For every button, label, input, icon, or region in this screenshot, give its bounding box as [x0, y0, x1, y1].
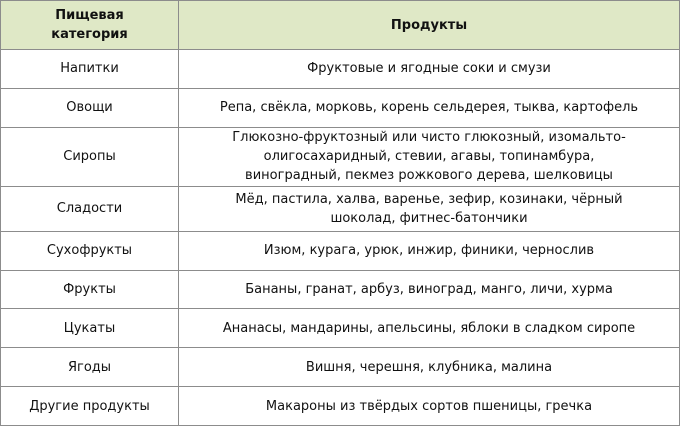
- category-cell: Фрукты: [1, 270, 179, 309]
- table-row: [1, 231, 680, 270]
- table-row: [1, 270, 680, 309]
- category-cell: Напитки: [1, 50, 179, 89]
- products-line: Глюкозно-фруктозный или чисто глюкозный, изомальто-: [232, 130, 626, 146]
- products-cell: [179, 231, 680, 270]
- table-row: [1, 50, 680, 89]
- category-cell: Другие продукты: [1, 387, 179, 426]
- products-cell: [179, 348, 680, 387]
- products-cell: [179, 387, 680, 426]
- products-cell: [179, 186, 680, 231]
- products-line: Изюм, курага, урюк, инжир, финики, чернослив: [263, 243, 595, 259]
- category-cell: Цукаты: [1, 309, 179, 348]
- products-line: Репа, свёкла, морковь, корень сельдерея, тыква, картофель: [219, 100, 639, 116]
- table-row: [1, 387, 680, 426]
- category-cell: Сладости: [1, 186, 179, 231]
- products-line: виноградный, пекмез рожкового дерева, шелковицы: [245, 168, 613, 184]
- products-line: Бананы, гранат, арбуз, виноград, манго, личи, хурма: [245, 282, 613, 298]
- table-header-row: [1, 1, 680, 50]
- products-line: Макароны из твёрдых сортов пшеницы, гречка: [265, 398, 593, 414]
- products-line: Фруктовые и ягодные соки и смузи: [307, 61, 551, 77]
- products-line: шоколад, фитнес-батончики: [330, 210, 528, 226]
- table-row: [1, 127, 680, 186]
- products-cell: [179, 309, 680, 348]
- products-cell: [179, 50, 680, 89]
- products-line: Вишня, черешня, клубника, малина: [305, 359, 553, 375]
- header-category: [1, 1, 179, 50]
- header-category-line: категория: [51, 27, 128, 42]
- table-row: [1, 186, 680, 231]
- header-products: [179, 1, 680, 50]
- category-cell: Сиропы: [1, 127, 179, 186]
- table-row: [1, 88, 680, 127]
- table-row: [1, 309, 680, 348]
- products-cell: [179, 88, 680, 127]
- category-cell: Ягоды: [1, 348, 179, 387]
- products-line: олигосахаридный, стевии, агавы, топинамбура,: [263, 149, 595, 165]
- header-category-line: Пищевая: [55, 8, 124, 23]
- products-line: Мёд, пастила, халва, варенье, зефир, козинаки, чёрный: [235, 191, 623, 207]
- table-row: [1, 348, 680, 387]
- products-cell: [179, 270, 680, 309]
- header-products-line: Продукты: [390, 17, 468, 33]
- products-line: Ананасы, мандарины, апельсины, яблоки в сладком сиропе: [222, 320, 636, 336]
- products-cell: [179, 127, 680, 186]
- category-cell: Овощи: [1, 88, 179, 127]
- category-cell: Сухофрукты: [1, 231, 179, 270]
